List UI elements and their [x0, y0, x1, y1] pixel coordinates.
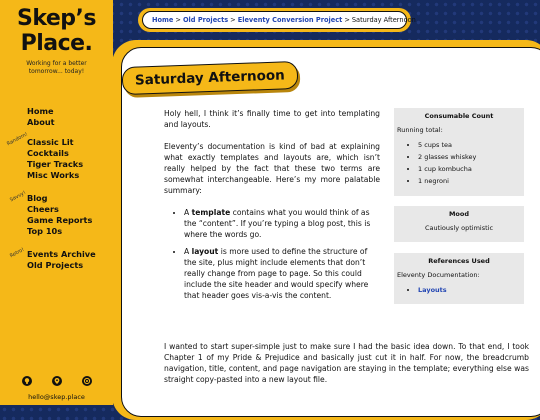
nav-item-game-reports[interactable]: Game Reports	[27, 215, 93, 225]
nav-group-retro	[27, 249, 96, 271]
box-subtitle: Running total:	[397, 126, 443, 134]
breadcrumb-separator: >	[230, 16, 236, 24]
list-item	[184, 207, 380, 240]
list-item: • 2 glasses whiskey	[418, 151, 524, 163]
article-body	[164, 108, 380, 307]
nav-item-about[interactable]: About	[27, 117, 55, 127]
tagline	[10, 60, 103, 76]
mood-value: Cautiously optimistic	[424, 224, 494, 232]
summary-list	[164, 207, 380, 301]
list-item-text: is more used to define the structure of the site, plus might include elements that don’t really change from page to page. So this could include the site header and would specify where that header goes vis-a-vis the content.	[184, 247, 369, 300]
location-pin-icon[interactable]	[52, 376, 62, 386]
box-title: Mood	[448, 210, 470, 218]
list-item-term: template	[191, 208, 231, 217]
nav-item-classic-lit[interactable]: Classic Lit	[27, 137, 74, 147]
breadcrumb-eleventy-project[interactable]: Eleventy Conversion Project	[237, 16, 343, 24]
site-title[interactable]	[0, 6, 113, 56]
tagline-line1: Working for a better	[26, 60, 87, 67]
social-icons	[22, 376, 92, 386]
nav-item-home[interactable]: Home	[27, 106, 54, 116]
site-title-line2: Place.	[20, 31, 93, 56]
breadcrumb-separator: >	[344, 16, 350, 24]
nav-tag-retro: Retro!	[9, 246, 26, 260]
list-item: • 1 negroni	[418, 175, 524, 187]
breadcrumb-separator: >	[175, 16, 181, 24]
breadcrumb-current: Saturday Afternoon	[351, 16, 416, 24]
box-title: Consumable Count	[424, 112, 494, 120]
nav-item-old-projects[interactable]: Old Projects	[27, 260, 84, 270]
nav-group-random	[27, 137, 83, 181]
breadcrumb-home[interactable]: Home	[152, 16, 174, 24]
references-list	[394, 284, 524, 296]
list-item	[418, 284, 524, 296]
nav-tag-random: Random!	[6, 131, 29, 148]
sidebar	[0, 0, 113, 405]
layouts-link[interactable]: Layouts	[418, 286, 447, 294]
page-title: Saturday Afternoon	[122, 61, 299, 95]
list-item-term: layout	[191, 247, 219, 256]
nav-item-cheers[interactable]: Cheers	[27, 204, 59, 214]
mood-box	[394, 206, 524, 242]
list-item-text: A	[184, 208, 192, 217]
light-bulb-icon[interactable]	[22, 376, 32, 386]
nav-item-tiger-tracks[interactable]: Tiger Tracks	[27, 159, 84, 169]
list-item-text: A	[184, 247, 192, 256]
article-paragraph: Eleventy’s documentation is kind of bad at explaining what exactly templates and layouts are, which isn’t really helped by the fact that these two terms are somewhat interchangeable. Here’s my more palatable summary:	[164, 142, 380, 195]
consumable-list	[394, 139, 524, 187]
list-item	[184, 246, 380, 301]
tagline-line2: tomorrow... today!	[28, 68, 85, 75]
list-item-text: contains what you would think of as the “content”. If you’re typing a blog post, this is where the words go.	[184, 208, 371, 239]
site-title-line1: Skep’s	[16, 6, 96, 31]
nav-group-savvy	[27, 193, 92, 237]
list-item: • 5 cups tea	[418, 139, 524, 151]
nav-item-top-10s[interactable]: Top 10s	[27, 226, 63, 236]
article-paragraph: Holy hell, I think it’s finally time to get into templating and layouts.	[164, 109, 380, 129]
at-sign-icon[interactable]	[82, 376, 92, 386]
breadcrumb-container	[138, 8, 416, 32]
nav-tag-savvy: Savvy!	[9, 189, 27, 204]
breadcrumb-old-projects[interactable]: Old Projects	[182, 16, 229, 24]
nav-item-blog[interactable]: Blog	[27, 193, 48, 203]
consumable-count-box	[394, 108, 524, 196]
box-subtitle: Eleventy Documentation:	[397, 271, 480, 279]
references-box	[394, 253, 524, 304]
nav-group-main	[27, 106, 55, 128]
breadcrumb	[142, 11, 416, 29]
box-title: References Used	[428, 257, 490, 265]
list-item: • 1 cup kombucha	[418, 163, 524, 175]
article-paragraph: I wanted to start super-simple just to make sure I had the basic idea down. To that end, I took Chapter 1 of my Pride & Prejudice and basically just cut it in half. For now, the breadcrumb navigation, title, content, and page navigation are staying in the template; everything else was straight copy-pasted into a new layout file.	[164, 342, 529, 384]
nav-item-cocktails[interactable]: Cocktails	[27, 148, 69, 158]
nav-item-events-archive[interactable]: Events Archive	[27, 249, 96, 259]
nav-item-misc-works[interactable]: Misc Works	[27, 170, 80, 180]
email-link[interactable]: hello@skep.place	[28, 393, 85, 401]
